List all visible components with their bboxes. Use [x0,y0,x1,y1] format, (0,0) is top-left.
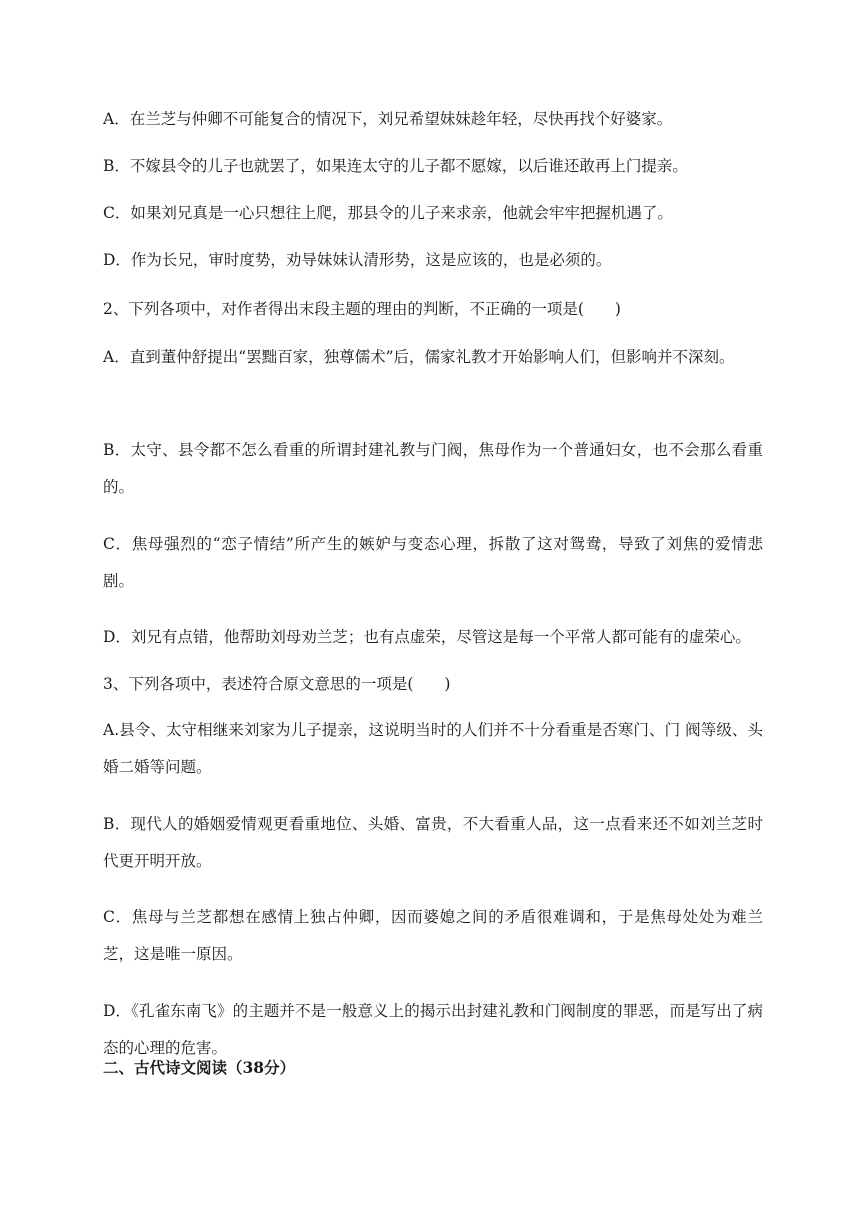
q2-option-a: A．直到董仲舒提出“罢黜百家，独尊儒术”后，儒家礼教才开始影响人们，但影响并不深刻。 [103,348,735,366]
q2-option-c: C．焦母强烈的“恋子情结”所产生的嫉妒与变态心理，拆散了这对鸳鸯，导致了刘焦的爱情悲剧。 [103,535,763,590]
q3-stem: 3、下列各项中，表述符合原文意思的一项是( ) [103,675,451,693]
q2-option-d: D．刘兄有点错，他帮助刘母劝兰芝；也有点虚荣，尽管这是每一个平常人都可能有的虚荣心。 [103,628,751,646]
q2-stem: 2、下列各项中，对作者得出末段主题的理由的判断，不正确的一项是( ) [103,300,621,318]
q3-option-c: C．焦母与兰芝都想在感情上独占仲卿，因而婆媳之间的矛盾很难调和，于是焦母处处为难兰芝，这是唯一原因。 [103,908,763,963]
q1-option-b: B．不嫁县令的儿子也就罢了，如果连太守的儿子都不愿嫁，以后谁还敢再上门提亲。 [103,157,688,175]
q3-option-a: A.县令、太守相继来刘家为儿子提亲，这说明当时的人们并不十分看重是否寒门、门 阀等级、头婚二婚等问题。 [103,721,763,776]
q2-option-b: B．太守、县令都不怎么看重的所谓封建礼教与门阀，焦母作为一个普通妇女，也不会那么看重的。 [103,441,763,496]
q3-option-d: D．《孔雀东南飞》的主题并不是一般意义上的揭示出封建礼教和门阀制度的罪恶，而是写出了病态的心理的危害。 [103,1002,763,1057]
q1-option-a: A．在兰芝与仲卿不可能复合的情况下，刘兄希望妹妹趁年轻，尽快再找个好婆家。 [103,110,673,128]
q3-option-b: B．现代人的婚姻爱情观更看重地位、头婚、富贵，不大看重人品，这一点看来还不如刘兰芝时代更开明开放。 [103,815,763,870]
q1-option-d: D．作为长兄，审时度势，劝导妹妹认清形势，这是应该的，也是必须的。 [103,251,612,269]
section-heading: 二、古代诗文阅读（38分） [103,1058,296,1077]
q1-option-c: C．如果刘兄真是一心只想往上爬，那县令的儿子来求亲，他就会牢牢把握机遇了。 [103,204,673,222]
